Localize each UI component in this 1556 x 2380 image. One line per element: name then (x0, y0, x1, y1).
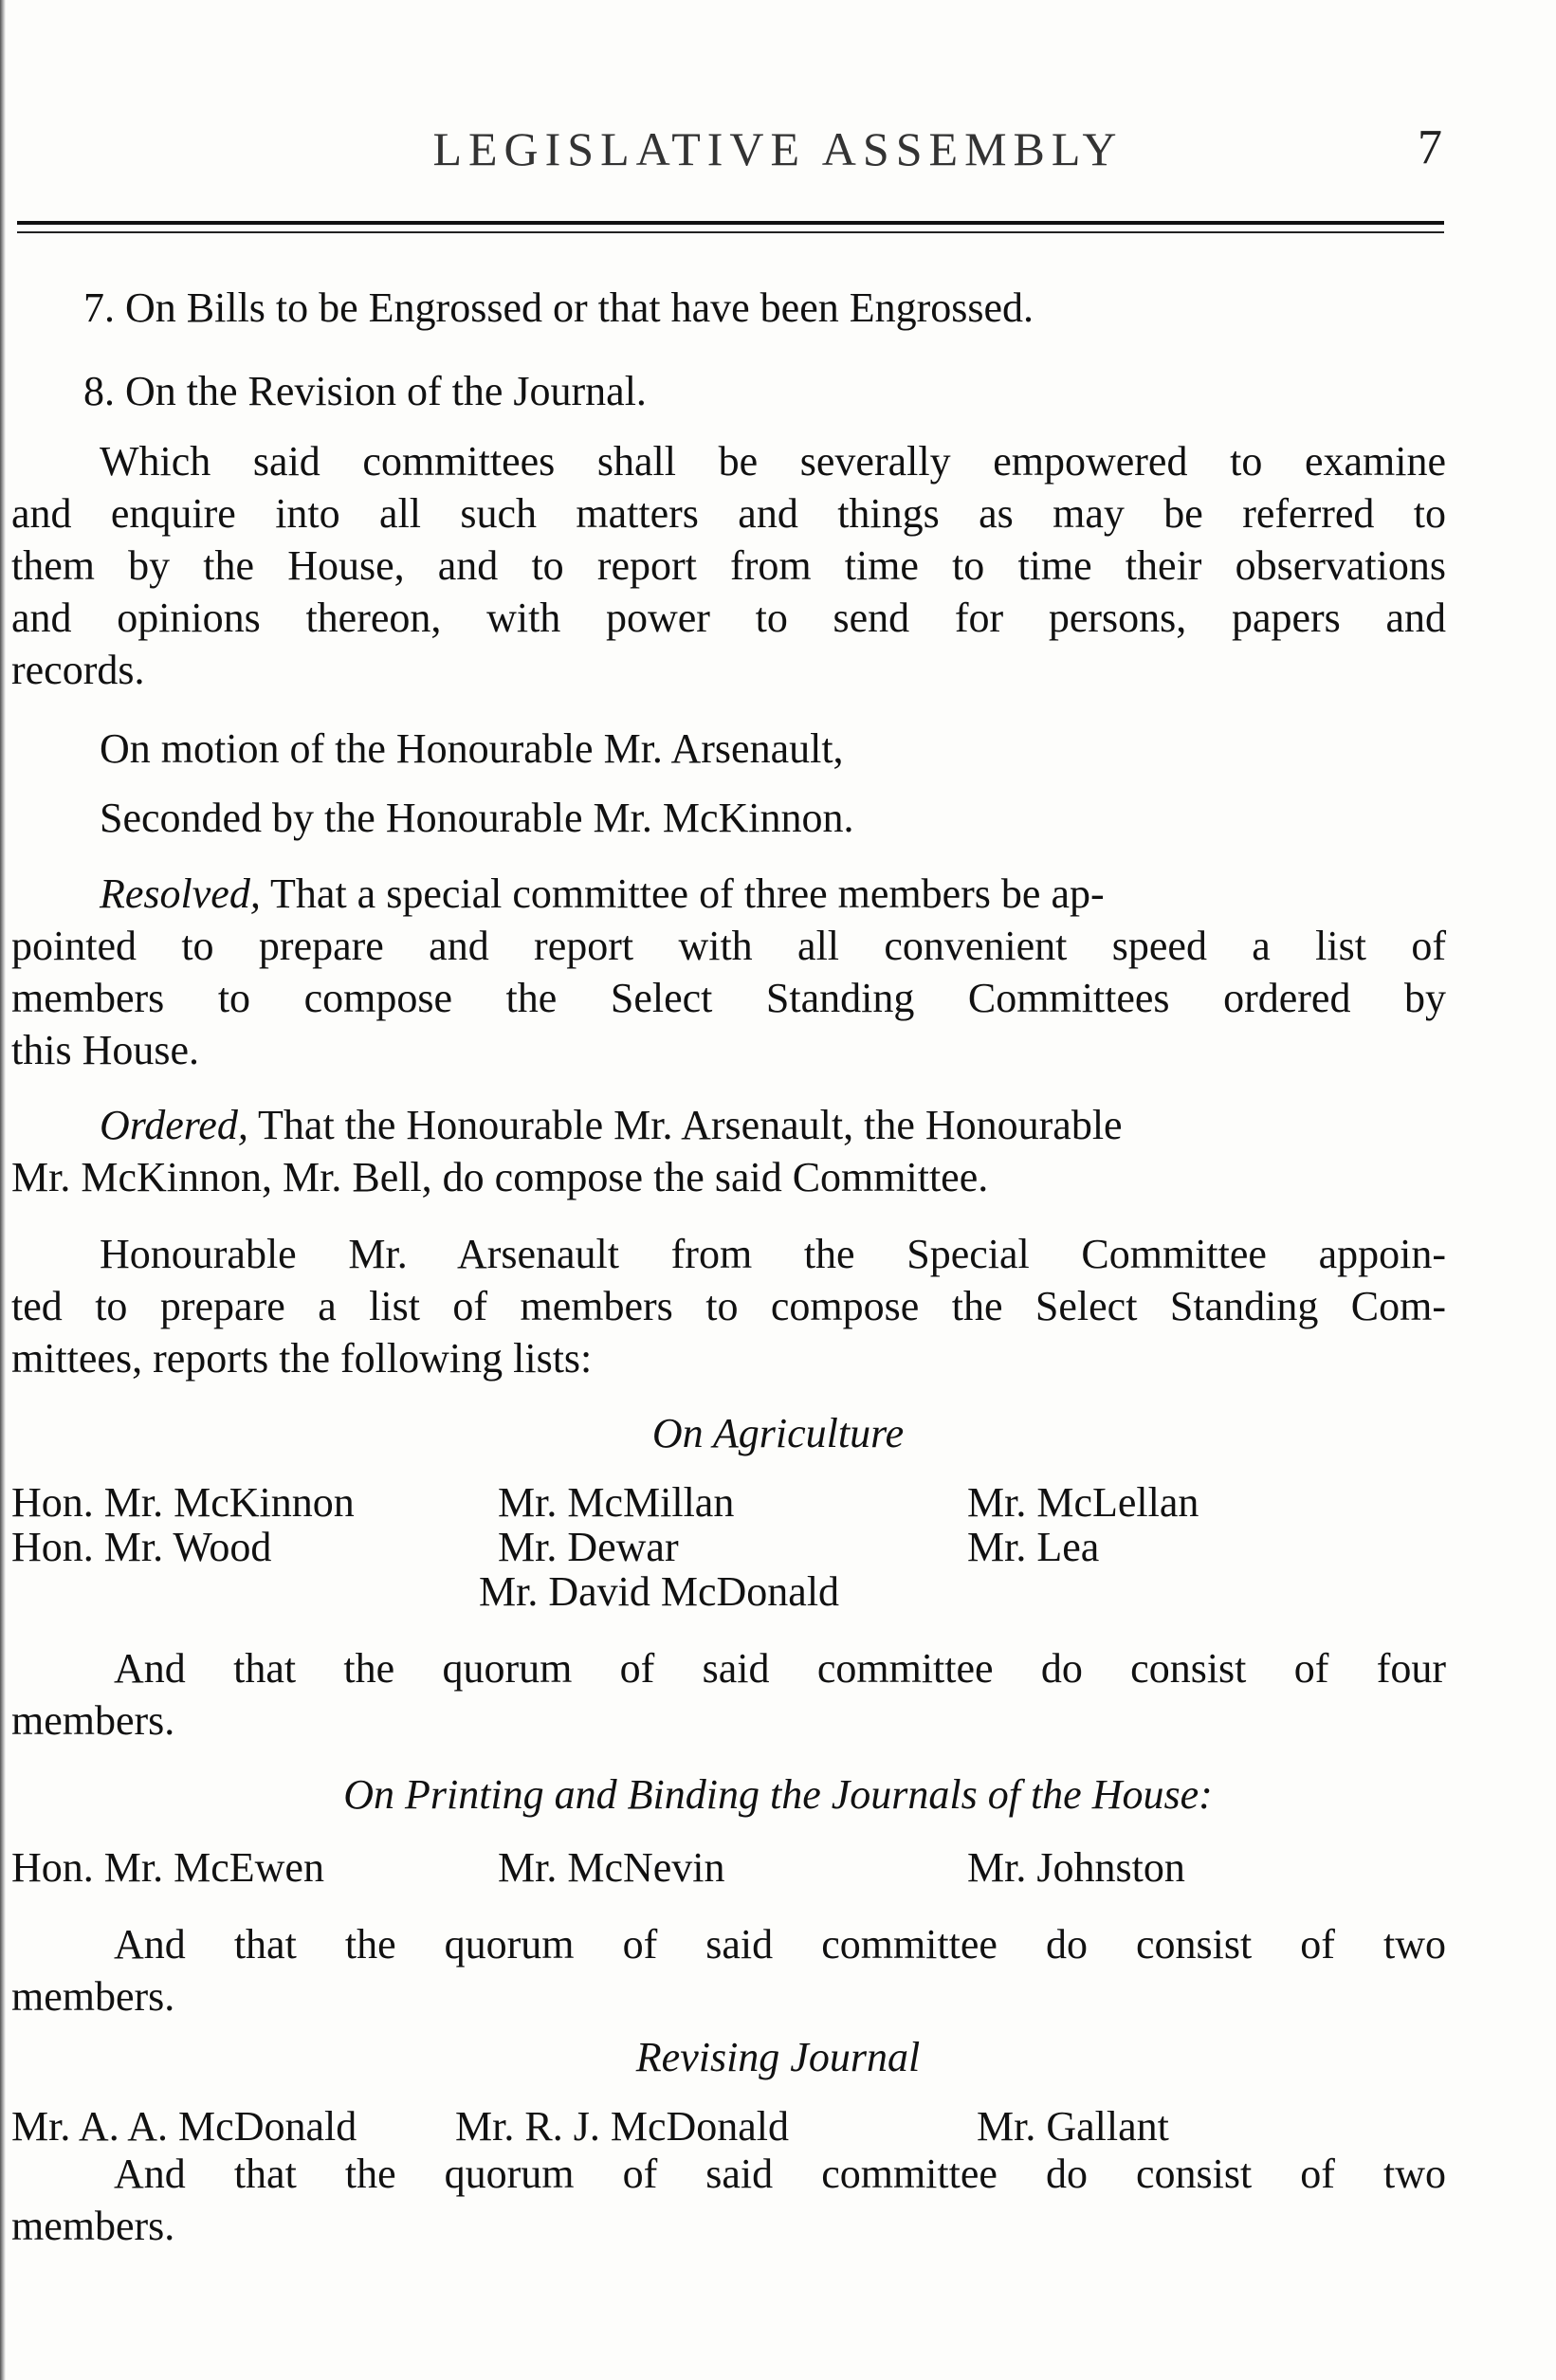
paragraph-line: Which said committees shall be severally empowered to examine (100, 438, 1446, 485)
member-name: Hon. Mr. McKinnon (11, 1479, 355, 1526)
motion-seconded: Seconded by the Honourable Mr. McKinnon. (100, 795, 854, 841)
member-name: Mr. R. J. McDonald (455, 2103, 789, 2150)
paragraph-line: ted to prepare a list of members to compose the Select Standing Com- (11, 1283, 1446, 1329)
member-name: Mr. McLellan (967, 1479, 1199, 1526)
member-name: Mr. Dewar (498, 1524, 679, 1570)
paragraph-line: records. (11, 647, 145, 693)
header-rule-thin (17, 231, 1444, 233)
header-rule-thick (17, 221, 1444, 225)
paragraph-line: and enquire into all such matters and things as may be referred to (11, 490, 1446, 537)
paragraph-line: pointed to prepare and report with all convenient speed a list of (11, 923, 1446, 969)
resolved-label: Resolved, (100, 870, 261, 917)
resolved-line-1 (100, 870, 1105, 918)
member-name: Mr. Lea (967, 1524, 1100, 1570)
paragraph-line: members to compose the Select Standing Committees ordered by (11, 975, 1446, 1021)
page-edge-shadow (0, 0, 6, 2380)
member-name: Mr. McNevin (498, 1844, 725, 1891)
paragraph-line: mittees, reports the following lists: (11, 1335, 593, 1382)
section-heading-revising: Revising Journal (635, 2034, 921, 2080)
ordered-label: Ordered, (100, 1102, 248, 1148)
running-header: LEGISLATIVE ASSEMBLY (432, 122, 1124, 175)
section-heading-printing: On Printing and Binding the Journals of the House: (343, 1771, 1213, 1818)
member-name: Mr. A. A. McDonald (11, 2103, 357, 2150)
ordered-line-1 (100, 1102, 1123, 1149)
member-name: Mr. McMillan (498, 1479, 735, 1526)
list-item-8: 8. On the Revision of the Journal. (83, 368, 647, 414)
member-name: Mr. David McDonald (479, 1568, 840, 1615)
member-name: Mr. Johnston (967, 1844, 1185, 1891)
member-name: Hon. Mr. Wood (11, 1524, 272, 1570)
quorum-line: members. (11, 1973, 175, 2020)
paragraph-line: them by the House, and to report from time to time their observations (11, 542, 1446, 589)
ordered-text: That the Honourable Mr. Arsenault, the Honourable (258, 1102, 1123, 1148)
page-number: 7 (1418, 120, 1442, 174)
paragraph-line: and opinions thereon, with power to send for persons, papers and (11, 595, 1446, 641)
paragraph-line: Mr. McKinnon, Mr. Bell, do compose the said Committee. (11, 1154, 989, 1200)
quorum-line: And that the quorum of said committee do consist of two (114, 1921, 1446, 1968)
member-name: Hon. Mr. McEwen (11, 1844, 324, 1891)
quorum-line: And that the quorum of said committee do consist of four (114, 1645, 1446, 1692)
member-name: Mr. Gallant (977, 2103, 1169, 2150)
paragraph-line: Honourable Mr. Arsenault from the Special Committee appoin- (100, 1231, 1446, 1277)
quorum-line: And that the quorum of said committee do consist of two (114, 2151, 1446, 2197)
motion-moved: On motion of the Honourable Mr. Arsenault, (100, 725, 844, 772)
resolved-text: That a special committee of three members be ap- (270, 870, 1105, 917)
quorum-line: members. (11, 2203, 175, 2249)
paragraph-line: this House. (11, 1027, 199, 1073)
section-heading-agriculture: On Agriculture (651, 1410, 905, 1456)
list-item-7: 7. On Bills to be Engrossed or that have been Engrossed. (83, 284, 1034, 331)
quorum-line: members. (11, 1697, 175, 1744)
